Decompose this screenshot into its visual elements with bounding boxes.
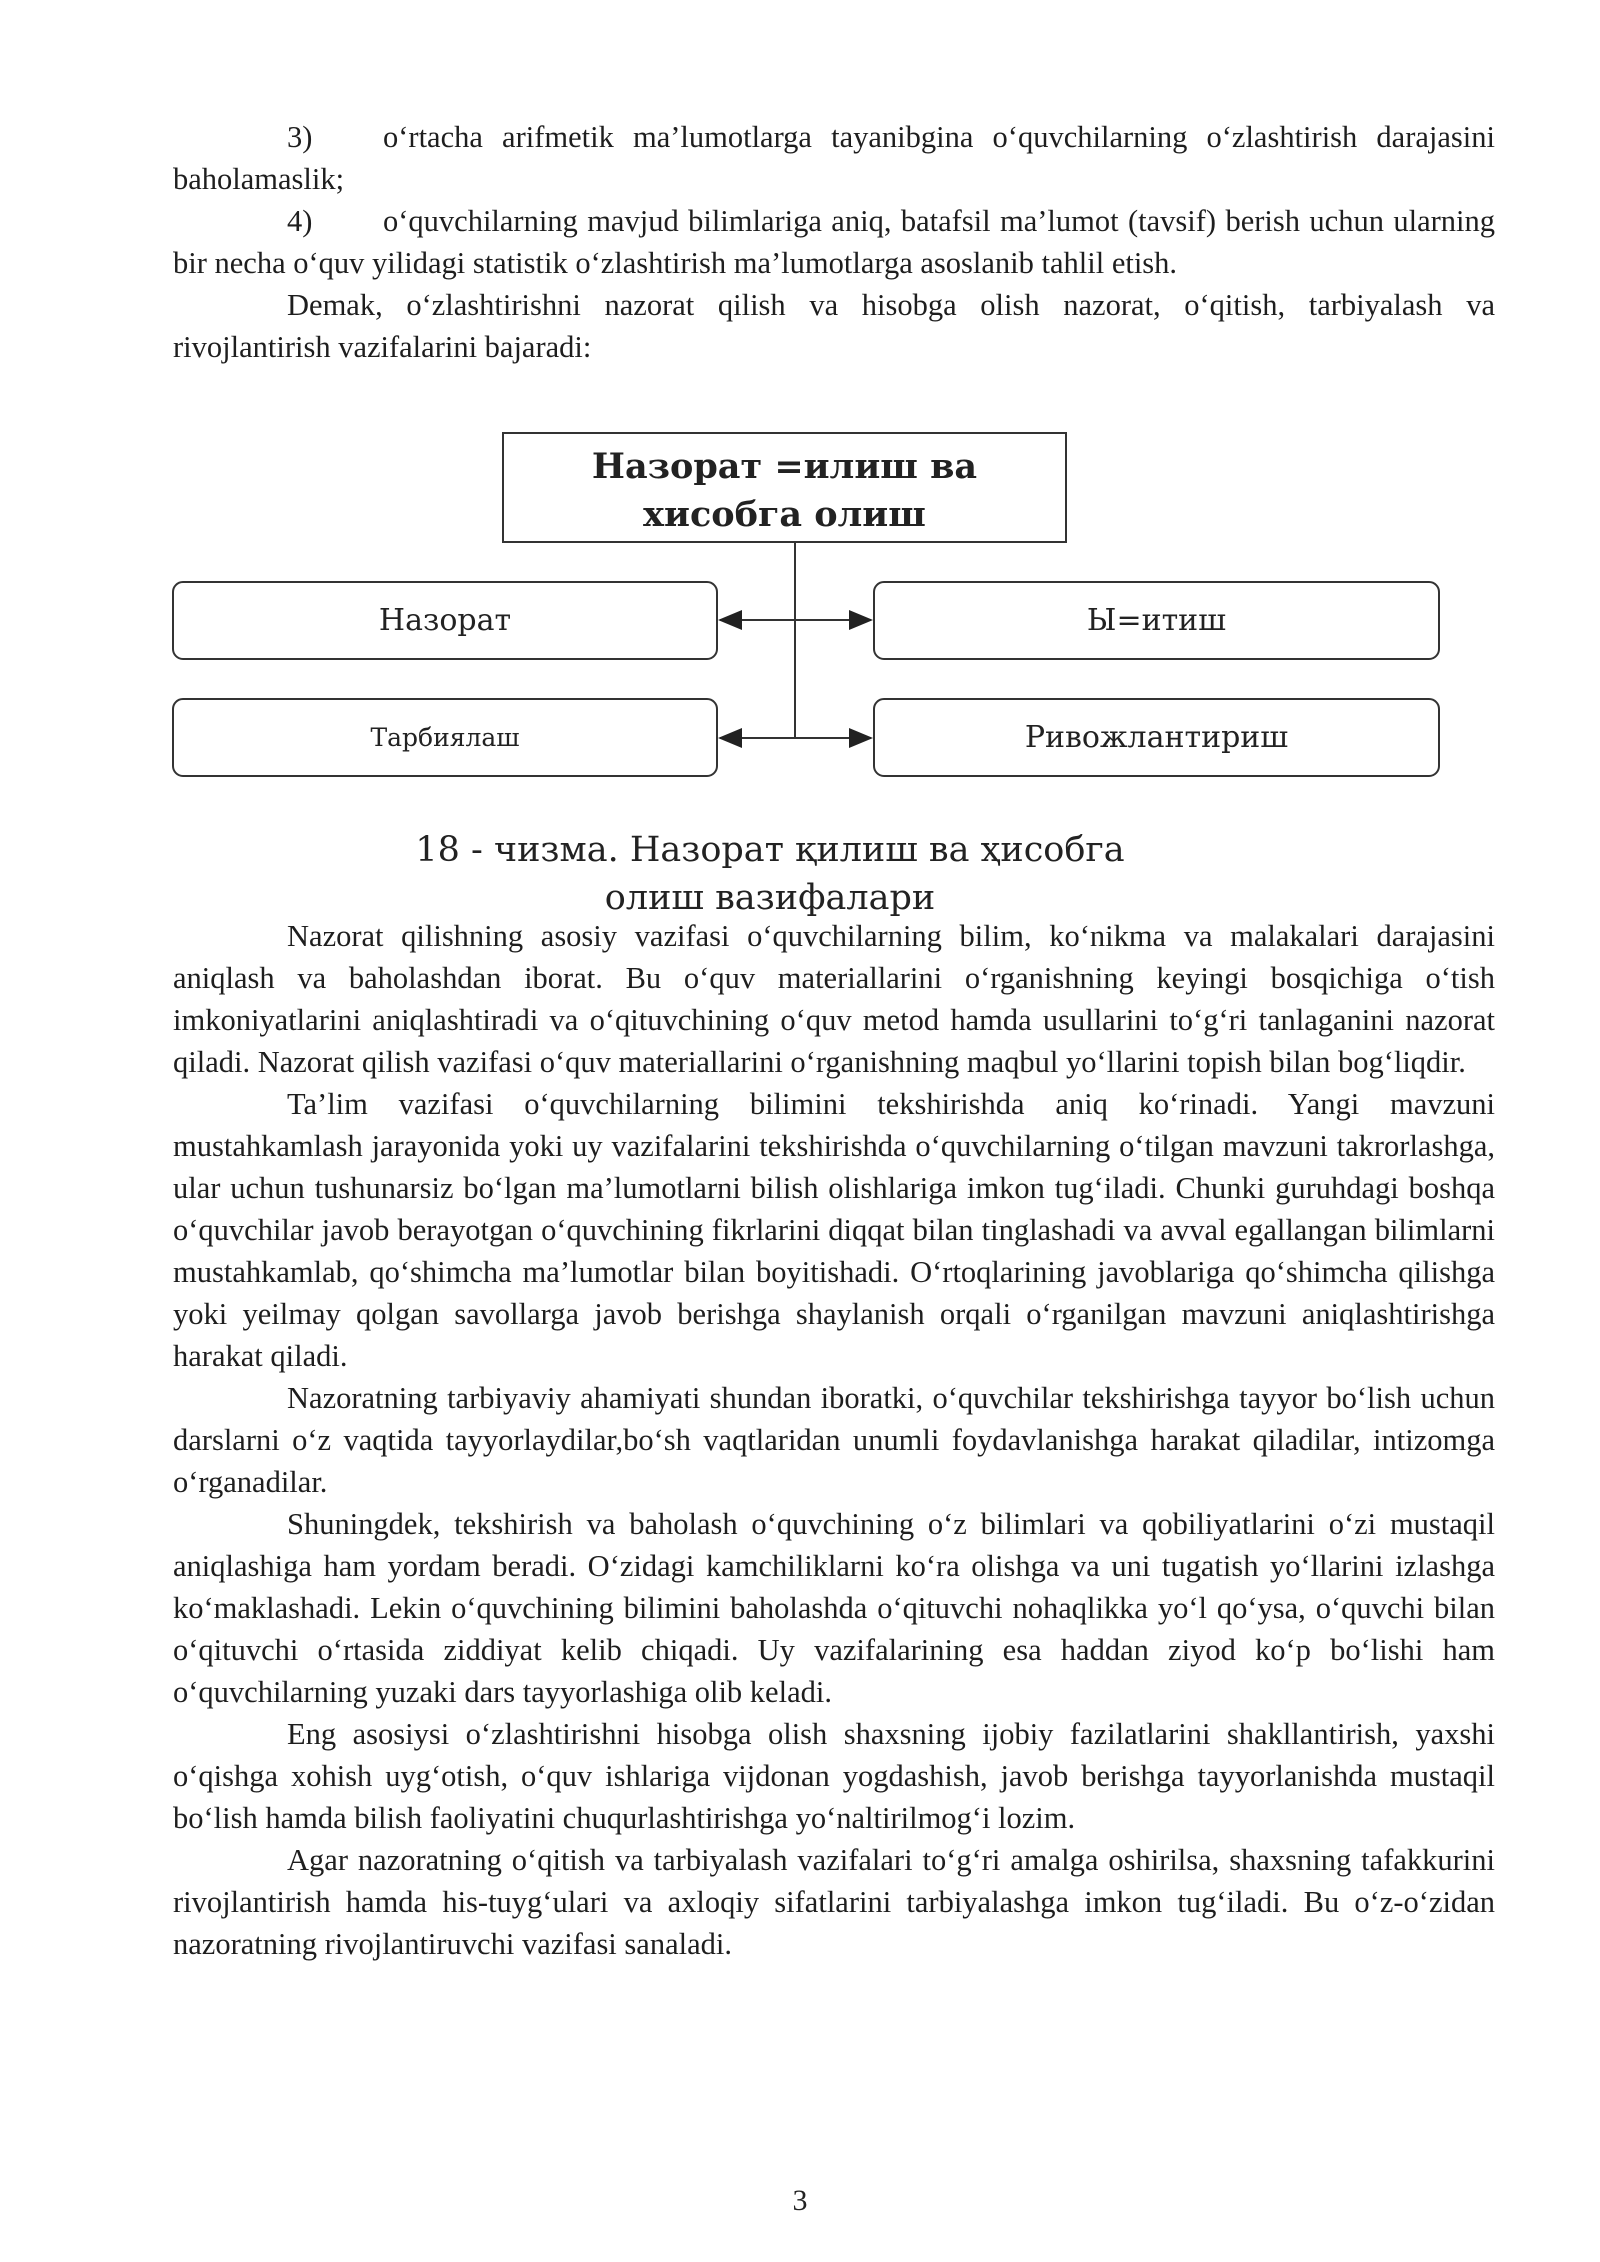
box-tarbiyalash: Тарбиялаш	[172, 698, 718, 777]
item-text: o‘rtacha arifmetik ma’lumotlarga tayanibgina o‘quvchilarning o‘zlashtirish darajasini baholamaslik;	[173, 120, 1495, 196]
paragraph: Agar nazoratning o‘qitish va tarbiyalash vazifalari to‘g‘ri amalga oshirilsa, shaxsning tafakkurini rivojlantirish hamda his-tuyg‘ulari va axloqiy sifatlarini tarbiyalashga imkon tug‘iladi. Bu o‘z-o‘zidan nazoratning rivojlantiruvchi vazifasi sanaladi.	[173, 1843, 1495, 1961]
bottom-text-block	[173, 915, 1495, 1965]
item-text: o‘quvchilarning mavjud bilimlariga aniq, batafsil ma’lumot (tavsif) berish uchun ularning bir necha o‘quv yilidagi statistik o‘zlashtirish ma’lumotlarga asoslanib tahlil etish.	[173, 204, 1495, 280]
paragraph: Ta’lim vazifasi o‘quvchilarning bilimini tekshirishda aniq ko‘rinadi. Yangi mavzuni mustahkamlash jarayonida yoki uy vazifalarini tekshirishda o‘quvchilarning o‘tilgan mavzuni takrorlashga, ular uchun tushunarsiz bo‘lgan ma’lumotlarni bilish olishlariga imkon tug‘iladi. Chunki guruhdagi boshqa o‘quvchilar javob berayotgan o‘quvchining fikrlarini diqqat bilan tinglashadi va avval egallangan bilimlarni mustahkamlab, qo‘shimcha ma’lumotlar bilan boyitishadi. O‘rtoqlarining javoblariga qo‘shimcha qilishga yoki yeilmay qolgan savollarga javob berishga shaylanish orqali o‘rganilgan mavzuni aniqlashtirishga harakat qiladi.	[173, 1087, 1495, 1373]
figure-caption	[340, 826, 1200, 922]
box-rivojlantirish: Ривожлантириш	[873, 698, 1440, 777]
root-box-line1: Назорат =илиш ва	[591, 445, 978, 487]
item-number: 3)	[287, 120, 313, 154]
paragraph: Eng asosiysi o‘zlashtirishni hisobga olish shaxsning ijobiy fazilatlarini shakllantirish, yaxshi o‘qishga xohish uyg‘otish, o‘quv ishlariga vijdonan yogdashish, javob berishga tayyorlanishda mustaqil bo‘lish hamda bilish faoliyatini chuqurlashtirishga yo‘naltirilmog‘i lozim.	[173, 1717, 1495, 1835]
paragraph: Nazoratning tarbiyaviy ahamiyati shundan iboratki, o‘quvchilar tekshirishga tayyor bo‘lish uchun darslarni o‘z vaqtida tayyorlaydilar,bo‘sh vaqtlaridan unumli foydavlanishga harakat qiladilar, intizomga o‘rganadilar.	[173, 1381, 1495, 1499]
paragraph: Shuningdek, tekshirish va baholash o‘quvchining o‘z bilimlari va qobiliyatlarini o‘zi mustaqil aniqlashiga ham yordam beradi. O‘zidagi kamchiliklarni ko‘ra olishga va uni tugatish yo‘llarini izlashga ko‘maklashadi. Lekin o‘quvchining bilimini baholashda o‘qituvchi nohaqlikka yo‘l qo‘ysa, o‘quvchi bilan o‘qituvchi o‘rtasida ziddiyat kelib chiqadi. Uy vazifalarining esa haddan ziyod ko‘p bo‘lishi ham o‘quvchilarning yuzaki dars tayyorlashiga olib keladi.	[173, 1507, 1495, 1709]
functions-diagram	[0, 0, 1600, 800]
paragraph: Nazorat qilishning asosiy vazifasi o‘quvchilarning bilim, ko‘nikma va malakalari darajasini aniqlash va baholashdan iborat. Bu o‘quv materiallarini o‘rganishning keyingi bosqichiga o‘tish imkoniyatlarini aniqlashtiradi va o‘qituvchining o‘quv metod hamda usullarini to‘g‘ri tanlaganini nazorat qiladi. Nazorat qilish vazifasi o‘quv materiallarini o‘rganishning maqbul yo‘llarini topish bilan bog‘liqdir.	[173, 919, 1495, 1079]
caption-line2: олиш вазифалари	[604, 878, 936, 918]
root-box-line2: хисобга олиш	[643, 493, 926, 535]
paragraph-summary: Demak, o‘zlashtirishni nazorat qilish va hisobga olish nazorat, o‘qitish, tarbiyalash va rivojlantirish vazifalarini bajaradi:	[173, 288, 1495, 364]
caption-line1: 18 - чизма. Назорат қилиш ва ҳисобга	[415, 830, 1125, 870]
box-oqitish: Ы=итиш	[873, 581, 1440, 660]
root-box	[502, 432, 1067, 543]
box-nazorat: Назорат	[172, 581, 718, 660]
page-number: 3	[792, 2184, 808, 2217]
item-number: 4)	[287, 204, 313, 238]
diagram-connectors	[0, 0, 1600, 800]
